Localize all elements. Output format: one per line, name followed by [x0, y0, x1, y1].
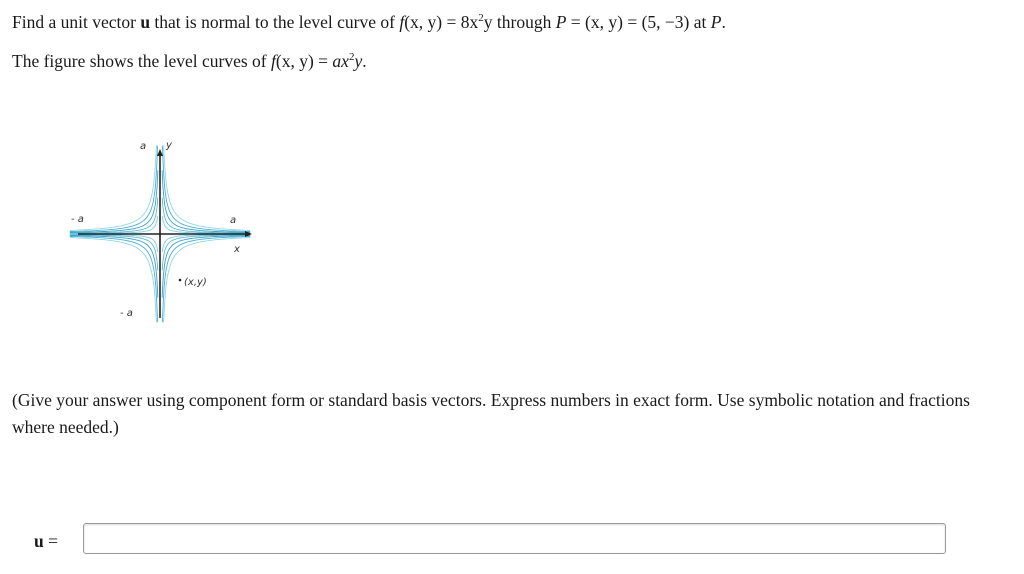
level-curves-figure	[68, 128, 268, 328]
level-curve	[162, 198, 250, 234]
level-curve	[162, 146, 250, 232]
vector-u: u	[140, 12, 151, 32]
level-curve	[162, 146, 250, 231]
level-curve	[70, 236, 158, 298]
label-y: y	[166, 140, 172, 151]
instructions: (Give your answer using component form or standard basis vectors. Express numbers in exact form. Use symbolic notation and fractions where needed.)	[12, 390, 970, 437]
point-marker	[179, 279, 182, 282]
label-point-xy: (x,y)	[184, 277, 207, 288]
figure-caption: The figure shows the level curves of f(x, $y) = ax^2y$.	[12, 51, 367, 71]
answer-label: u =	[34, 531, 58, 551]
label-neg-a-left: - a	[71, 214, 84, 225]
label-a-right: a	[230, 215, 237, 226]
label-x: x	[234, 244, 240, 255]
question-text: Find a unit vector u that is normal to the level curve of f(x, $y) = 8x^2y$ through P = (x, y) = (5, −3) at P.	[12, 12, 726, 32]
level-curve	[70, 238, 158, 323]
level-curve	[70, 236, 158, 322]
level-curve	[70, 235, 158, 271]
y-axis-arrow	[157, 149, 163, 156]
label-a-top: a	[140, 141, 147, 152]
answer-input[interactable]	[83, 523, 946, 554]
label-neg-a-bottom: - a	[120, 308, 133, 319]
level-curve	[162, 170, 250, 232]
